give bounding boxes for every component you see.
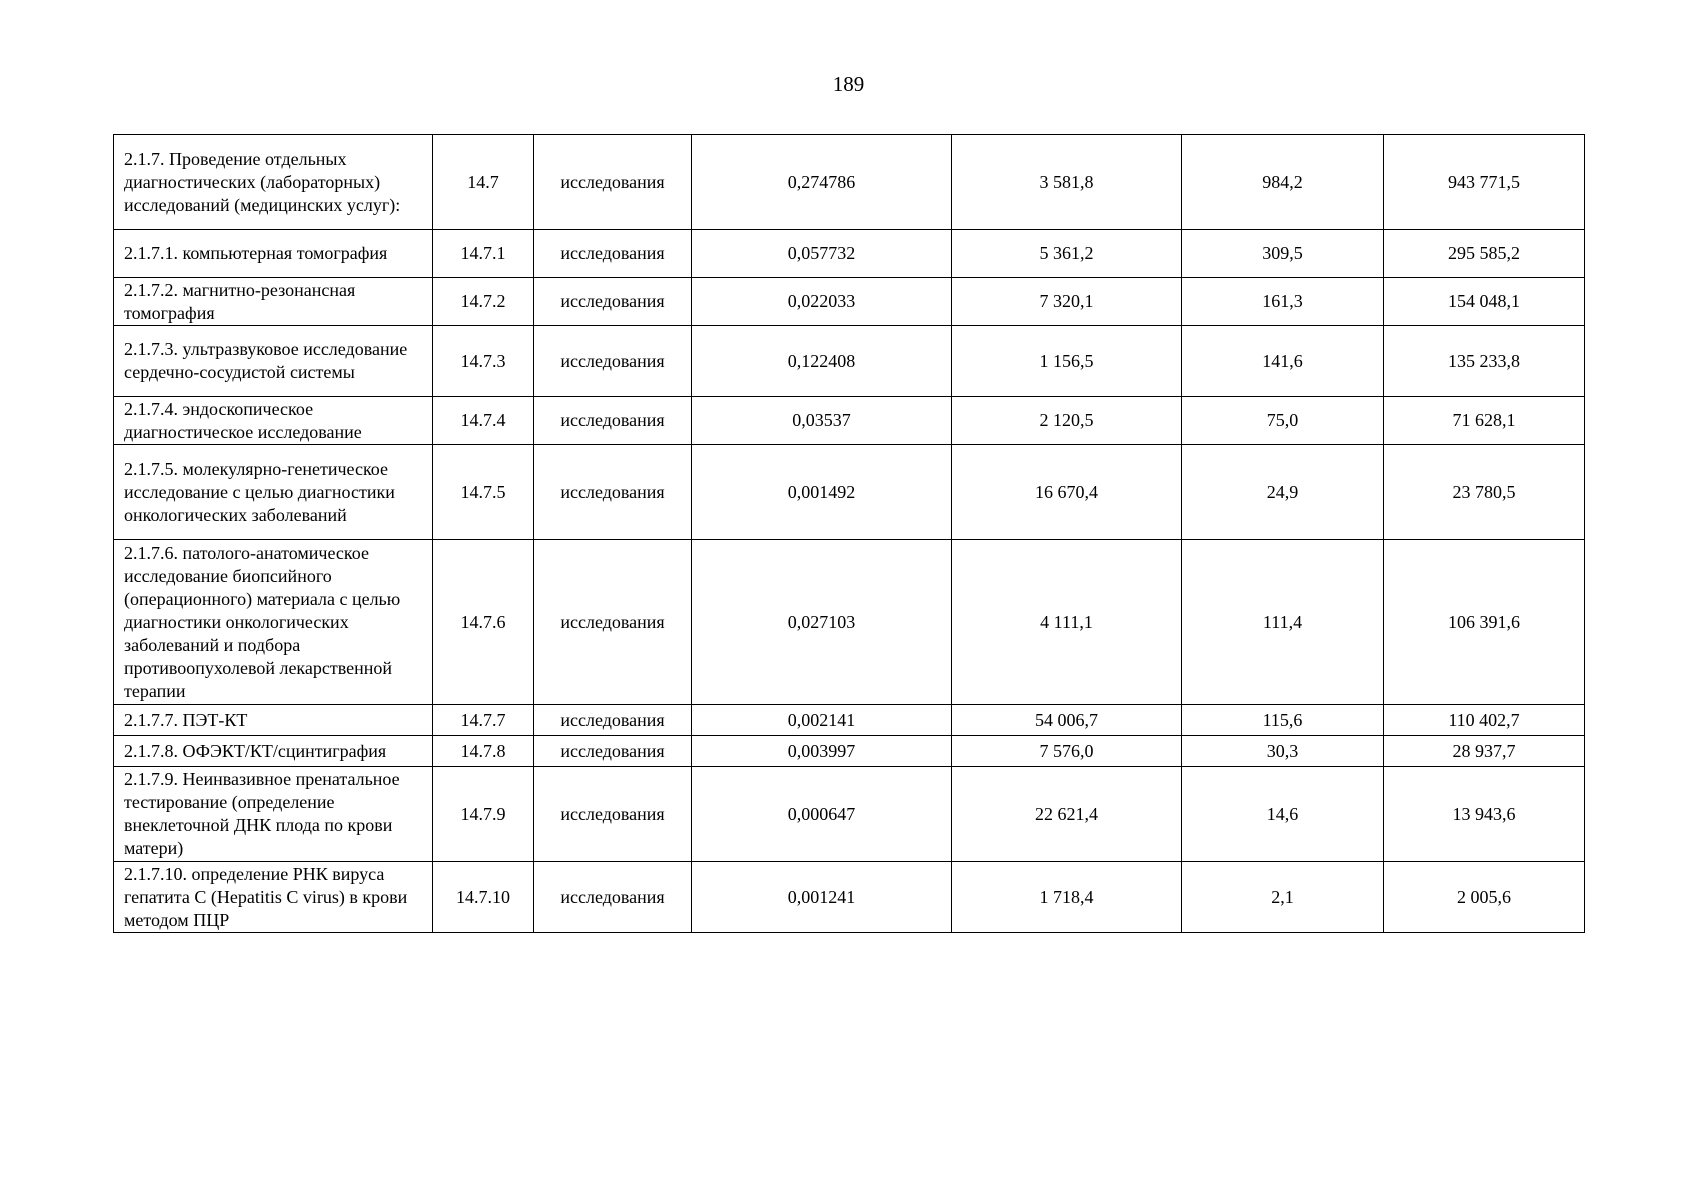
code-cell: 14.7.9 [433,767,534,862]
volume-cell: 14,6 [1182,767,1384,862]
cost-cell: 4 111,1 [952,540,1182,705]
unit-cell: исследования [534,445,692,540]
volume-cell: 115,6 [1182,705,1384,736]
service-name-cell: 2.1.7.6. патолого-анатомическое исследование биопсийного (операционного) материала с целью диагностики онкологических заболеваний и подбора противоопухолевой лекарственной терапии [114,540,433,705]
volume-cell: 75,0 [1182,397,1384,445]
code-cell: 14.7.5 [433,445,534,540]
table-row [114,736,1585,767]
norm-cell: 0,001241 [692,862,952,933]
volume-cell: 309,5 [1182,230,1384,278]
code-cell: 14.7.2 [433,278,534,326]
table-row [114,767,1585,862]
volume-cell: 984,2 [1182,135,1384,230]
table-row [114,705,1585,736]
norm-cell: 0,057732 [692,230,952,278]
code-cell: 14.7 [433,135,534,230]
norm-cell: 0,003997 [692,736,952,767]
norm-cell: 0,122408 [692,326,952,397]
code-cell: 14.7.1 [433,230,534,278]
total-cell: 135 233,8 [1384,326,1585,397]
table-row [114,540,1585,705]
service-name-cell: 2.1.7.4. эндоскопическое диагностическое исследование [114,397,433,445]
table-row [114,445,1585,540]
cost-cell: 5 361,2 [952,230,1182,278]
table-row [114,397,1585,445]
unit-cell: исследования [534,135,692,230]
cost-cell: 2 120,5 [952,397,1182,445]
total-cell: 28 937,7 [1384,736,1585,767]
total-cell: 106 391,6 [1384,540,1585,705]
service-name-cell: 2.1.7.8. ОФЭКТ/КТ/сцинтиграфия [114,736,433,767]
unit-cell: исследования [534,540,692,705]
service-name-cell: 2.1.7.10. определение РНК вируса гепатита С (Hepatitis C virus) в крови методом ПЦР [114,862,433,933]
total-cell: 943 771,5 [1384,135,1585,230]
code-cell: 14.7.6 [433,540,534,705]
code-cell: 14.7.3 [433,326,534,397]
norm-cell: 0,03537 [692,397,952,445]
service-name-cell: 2.1.7. Проведение отдельных диагностических (лабораторных) исследований (медицинских услуг): [114,135,433,230]
total-cell: 71 628,1 [1384,397,1585,445]
norm-cell: 0,274786 [692,135,952,230]
table-row [114,135,1585,230]
service-name-cell: 2.1.7.3. ультразвуковое исследование сердечно-сосудистой системы [114,326,433,397]
volume-cell: 2,1 [1182,862,1384,933]
volume-cell: 141,6 [1182,326,1384,397]
unit-cell: исследования [534,230,692,278]
cost-cell: 3 581,8 [952,135,1182,230]
cost-cell: 16 670,4 [952,445,1182,540]
table-row [114,278,1585,326]
unit-cell: исследования [534,862,692,933]
cost-cell: 1 156,5 [952,326,1182,397]
volume-cell: 111,4 [1182,540,1384,705]
volume-cell: 30,3 [1182,736,1384,767]
volume-cell: 161,3 [1182,278,1384,326]
table-row [114,326,1585,397]
code-cell: 14.7.10 [433,862,534,933]
service-name-cell: 2.1.7.9. Неинвазивное пренатальное тестирование (определение внеклеточной ДНК плода по крови матери) [114,767,433,862]
cost-cell: 54 006,7 [952,705,1182,736]
unit-cell: исследования [534,326,692,397]
norm-cell: 0,000647 [692,767,952,862]
service-name-cell: 2.1.7.1. компьютерная томография [114,230,433,278]
page-number: 189 [832,72,865,96]
table-row [114,230,1585,278]
total-cell: 295 585,2 [1384,230,1585,278]
volume-cell: 24,9 [1182,445,1384,540]
service-name-cell: 2.1.7.2. магнитно-резонансная томография [114,278,433,326]
unit-cell: исследования [534,278,692,326]
service-name-cell: 2.1.7.7. ПЭТ-КТ [114,705,433,736]
total-cell: 110 402,7 [1384,705,1585,736]
norm-cell: 0,002141 [692,705,952,736]
unit-cell: исследования [534,767,692,862]
cost-cell: 1 718,4 [952,862,1182,933]
total-cell: 154 048,1 [1384,278,1585,326]
norm-cell: 0,022033 [692,278,952,326]
code-cell: 14.7.8 [433,736,534,767]
code-cell: 14.7.7 [433,705,534,736]
total-cell: 13 943,6 [1384,767,1585,862]
cost-cell: 7 320,1 [952,278,1182,326]
services-table [113,134,1585,933]
cost-cell: 22 621,4 [952,767,1182,862]
unit-cell: исследования [534,736,692,767]
total-cell: 2 005,6 [1384,862,1585,933]
norm-cell: 0,027103 [692,540,952,705]
unit-cell: исследования [534,397,692,445]
norm-cell: 0,001492 [692,445,952,540]
cost-cell: 7 576,0 [952,736,1182,767]
total-cell: 23 780,5 [1384,445,1585,540]
service-name-cell: 2.1.7.5. молекулярно-генетическое исследование с целью диагностики онкологических заболеваний [114,445,433,540]
unit-cell: исследования [534,705,692,736]
code-cell: 14.7.4 [433,397,534,445]
table-row [114,862,1585,933]
